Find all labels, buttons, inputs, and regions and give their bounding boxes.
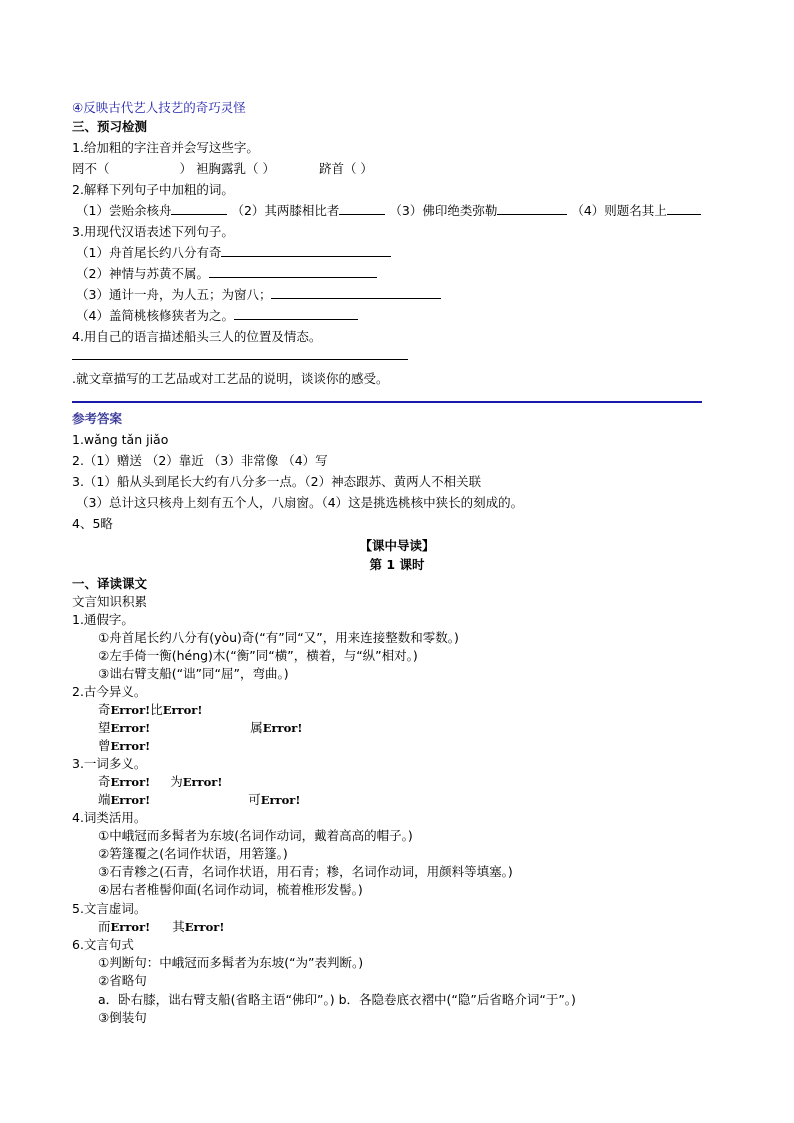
huoyong-item-2: ②箬篷覆之(名词作状语，用箬篷。) <box>98 846 288 861</box>
q2-item-4: （4）则题名其上 <box>571 203 667 218</box>
tongjia-item-1: ①舟首尾长约八分有(yòu)奇(“有”同“又”，用来连接整数和零数。) <box>98 630 459 645</box>
question-3-item-2: （2）神情与苏黄不属。 <box>76 265 377 282</box>
question-4: 4.用自己的语言描述船头三人的位置及情态。 <box>72 329 322 344</box>
question-5: .就文章描写的工艺品或对工艺品的说明，谈谈你的感受。 <box>72 371 389 386</box>
answers-heading: 参考答案 <box>72 411 123 426</box>
q1-item-c: 跻首（ ） <box>318 161 373 176</box>
guide-title: 【课中导读】 <box>359 538 435 553</box>
answer-line <box>72 359 408 360</box>
tongjia-item-3: ③诎右臂支船(“诎”同“屈”，弯曲。) <box>98 666 289 681</box>
huoyong-item-4: ④居右者椎髻仰面(名词作动词，梳着椎形发髻。) <box>98 882 363 897</box>
answer-2: 2.（1）赠送 （2）靠近 （3）非常像 （4）写 <box>72 453 328 468</box>
question-3: 3.用现代汉语表述下列句子。 <box>72 224 234 239</box>
tongjia-heading: 1.通假字。 <box>72 612 134 627</box>
question-3-item-1: （1）舟首尾长约八分有奇 <box>76 244 391 261</box>
answer-3-line-2: （3）总计这只核舟上刻有五个人，八扇窗。（4）这是挑选桃核中狭长的刻成的。 <box>76 495 524 510</box>
answer-3-line-1: 3.（1）船从头到尾长大约有八分多一点。（2）神态跟苏、黄两人不相关联 <box>72 474 482 489</box>
gujin-heading: 2.古今异义。 <box>72 684 147 699</box>
question-2: 2.解释下列句子中加粗的词。 <box>72 182 234 197</box>
question-1: 1.给加粗的字注音并会写这些字。 <box>72 140 259 155</box>
answer-4-5: 4、5略 <box>72 516 113 531</box>
question-1-items <box>72 160 373 177</box>
meaning-item-4: ④反映古代艺人技艺的奇巧灵怪 <box>72 100 246 115</box>
section-heading-translate: 一、译读课文 <box>72 576 148 591</box>
jushi-item-2-detail: a．卧右膝，诎右臂支船(省略主语“佛印”。) b．各隐卷底衣褶中(“隐”后省略介词“于”。) <box>98 992 576 1007</box>
q1-item-b: ） 袒胸露乳（ ） <box>179 161 275 176</box>
gujin-row-1: 奇Error!比Error! <box>98 702 203 717</box>
q2-item-2: （2）其两膝相比者 <box>231 203 340 218</box>
tongjia-item-2: ②左手倚一衡(héng)木(“衡”同“横”，横着，与“纵”相对。) <box>98 648 418 663</box>
jushi-item-3: ③倒装句 <box>98 1010 147 1025</box>
duoyi-row-2: 端Error! 可Error! <box>98 792 301 807</box>
huoyong-item-1: ①中峨冠而多髯者为东坡(名词作动词，戴着高高的帽子。) <box>98 828 413 843</box>
q1-item-a: 罔不（ <box>72 161 110 176</box>
q2-item-3: （3）佛印绝类弥勒 <box>389 203 498 218</box>
jushi-item-2: ②省略句 <box>98 973 147 988</box>
duoyi-heading: 3.一词多义。 <box>72 756 147 771</box>
guide-session: 第 1 课时 <box>369 557 425 572</box>
answer-1: 1.wǎng tǎn jiǎo <box>72 432 169 447</box>
question-2-items <box>76 202 701 219</box>
question-3-item-4: （4）盖简桃核修狭者为之。 <box>76 307 358 324</box>
jushi-item-1: ①判断句：中峨冠而多髯者为东坡(“为”表判断。) <box>98 955 364 970</box>
gujin-row-2: 望Error! 属Error! <box>98 720 303 735</box>
q2-item-1: （1）尝贻余核舟 <box>76 203 172 218</box>
question-3-item-3: （3）通计一舟，为人五；为窗八； <box>76 286 441 303</box>
section-divider <box>72 401 702 403</box>
xuci-heading: 5.文言虚词。 <box>72 901 147 916</box>
xuci-row: 而Error! 其Error! <box>98 919 225 934</box>
subheading-knowledge: 文言知识积累 <box>72 594 148 609</box>
jushi-heading: 6.文言句式 <box>72 937 134 952</box>
huoyong-item-3: ③石青糁之(石青，名词作状语，用石青；糁，名词作动词，用颜料等填塞。) <box>98 864 513 879</box>
section-heading-preview: 三、预习检测 <box>72 119 148 134</box>
gujin-row-3: 曾Error! <box>98 738 151 753</box>
huoyong-heading: 4.词类活用。 <box>72 810 147 825</box>
duoyi-row-1: 奇Error! 为Error! <box>98 774 223 789</box>
